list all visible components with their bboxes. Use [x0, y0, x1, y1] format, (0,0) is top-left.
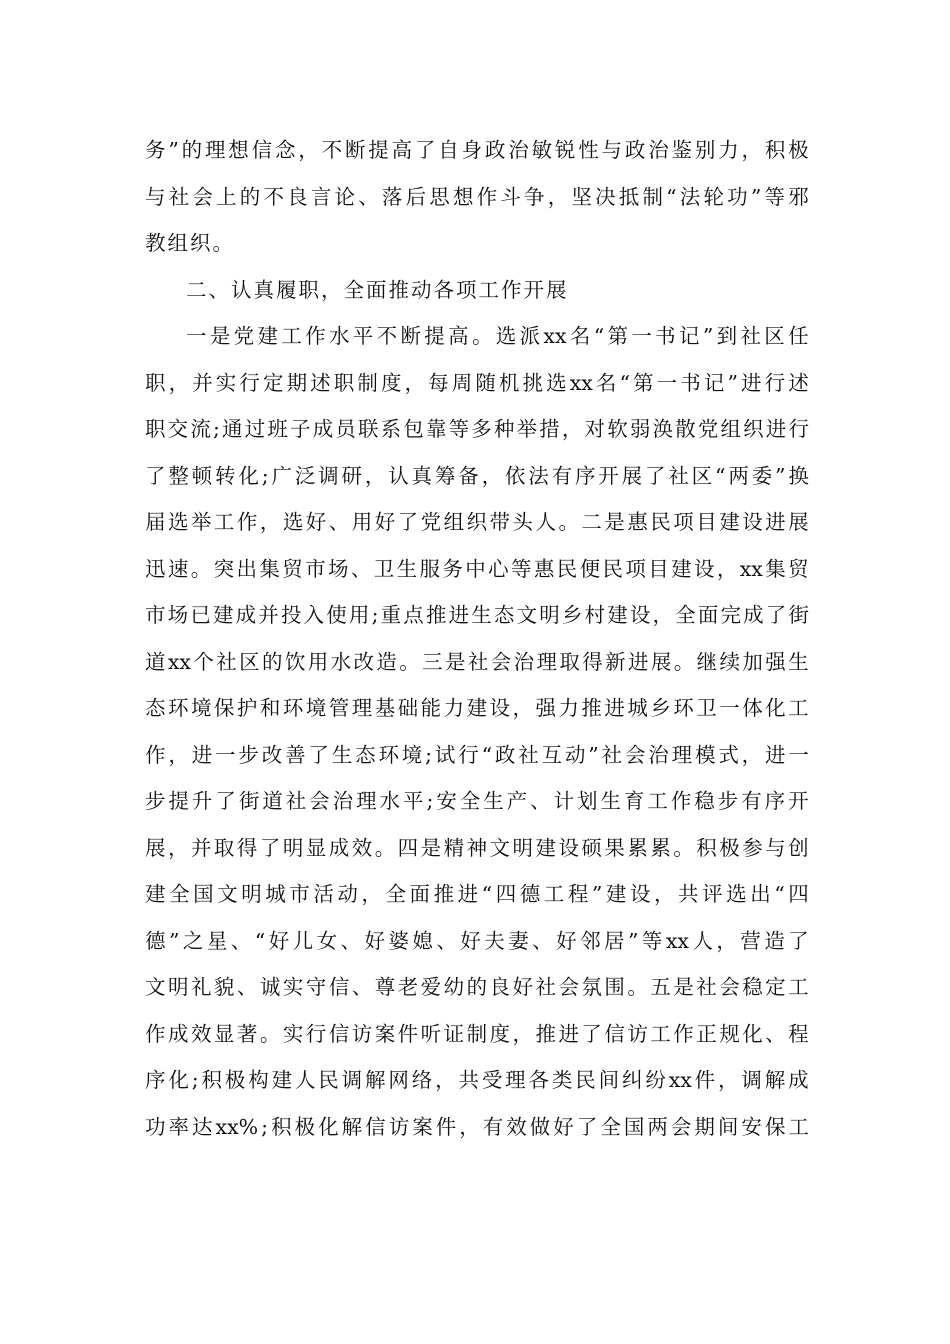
text-line: 务 ” 的 理 想 信 念 ， 不 断 提 高 了 自 身 政 治 敏 锐 性 与 政 治 鉴 别 力 ， 积 极 [145, 138, 809, 162]
text-line: 届 选 举 工 作 ， 选 好 、 用 好 了 党 组 织 带 头 人 。 二 是 惠 民 项 目 建 设 进 展 [145, 510, 809, 534]
text-line: 德 ” 之 星 、 “ 好 儿 女 、 好 婆 媳 、 好 夫 妻 、 好 邻 居 ” 等 xx 人 ， 营 造 了 [145, 928, 809, 953]
text-line: 职 交 流 ; 通 过 班 子 成 员 联 系 包 靠 等 多 种 举 措 ， 对 软 弱 涣 散 党 组 织 进 行 [145, 417, 809, 441]
text-line: 道 xx 个 社 区 的 饮 用 水 改 造 。 三 是 社 会 治 理 取 得 新 进 展 。 继 续 加 强 生 [145, 649, 809, 674]
text-line: 作 ， 进 一 步 改 善 了 生 态 环 境 ; 试 行 “ 政 社 互 动 ” 社 会 治 理 模 式 ， 进 一 [145, 742, 809, 767]
text-line: 职 ， 并 实 行 定 期 述 职 制 度 ， 每 周 随 机 挑 选 xx 名 “ 第 一 书 记 ” 进 行 述 [145, 370, 809, 395]
text-line: 与 社 会 上 的 不 良 言 论 、 落 后 思 想 作 斗 争 ， 坚 决 抵 制 “ 法 轮 功 ” 等 邪 [145, 184, 809, 209]
section-heading: 二、认真履职，全面推动各项工作开展 [186, 277, 569, 302]
text-line: 作 成 效 显 著 。 实 行 信 访 案 件 听 证 制 度 ， 推 进 了 信 访 工 作 正 规 化 、 程 [145, 1021, 809, 1046]
body-text [145, 127, 809, 1150]
text-line: 展 ， 并 取 得 了 明 显 成 效 。 四 是 精 神 文 明 建 设 硕 果 累 累 。 积 极 参 与 创 [145, 835, 809, 860]
text-line: 功 率 达 xx% ; 积 极 化 解 信 访 案 件 ， 有 效 做 好 了 全 国 两 会 期 间 安 保 工 [145, 1114, 809, 1139]
text-line: 了 整 顿 转 化 ; 广 泛 调 研 ， 认 真 筹 备 ， 依 法 有 序 开 展 了 社 区 “ 两 委 ” 换 [145, 463, 809, 488]
text-line: 建 全 国 文 明 城 市 活 动 ， 全 面 推 进 “ 四 德 工 程 ” 建 设 ， 共 评 选 出 “ 四 [145, 882, 809, 906]
text-line: 序 化 ; 积 极 构 建 人 民 调 解 网 络 ， 共 受 理 各 类 民 间 纠 纷 xx 件 ， 调 解 成 [145, 1068, 809, 1092]
text-line: 市 场 已 建 成 并 投 入 使 用 ; 重 点 推 进 生 态 文 明 乡 村 建 设 ， 全 面 完 成 了 街 [145, 603, 809, 627]
text-line: 步 提 升 了 街 道 社 会 治 理 水 平 ; 安 全 生 产 、 计 划 生 育 工 作 稳 步 有 序 开 [145, 789, 809, 813]
paragraph-end-line: 教组织。 [145, 231, 235, 255]
text-line: 文 明 礼 貌 、 诚 实 守 信 、 尊 老 爱 幼 的 良 好 社 会 氛 围 。 五 是 社 会 稳 定 工 [145, 975, 809, 999]
text-line: 迅 速 。 突 出 集 贸 市 场 、 卫 生 服 务 中 心 等 惠 民 便 民 项 目 建 设 ， xx 集 贸 [145, 556, 809, 581]
paragraph-first-line: 一 是 党 建 工 作 水 平 不 断 提 高 。 选 派 xx 名 “ 第 一 书 记 ” 到 社 区 任 [186, 324, 809, 348]
text-line: 态 环 境 保 护 和 环 境 管 理 基 础 能 力 建 设 ， 强 力 推 进 城 乡 环 卫 一 体 化 工 [145, 696, 809, 720]
